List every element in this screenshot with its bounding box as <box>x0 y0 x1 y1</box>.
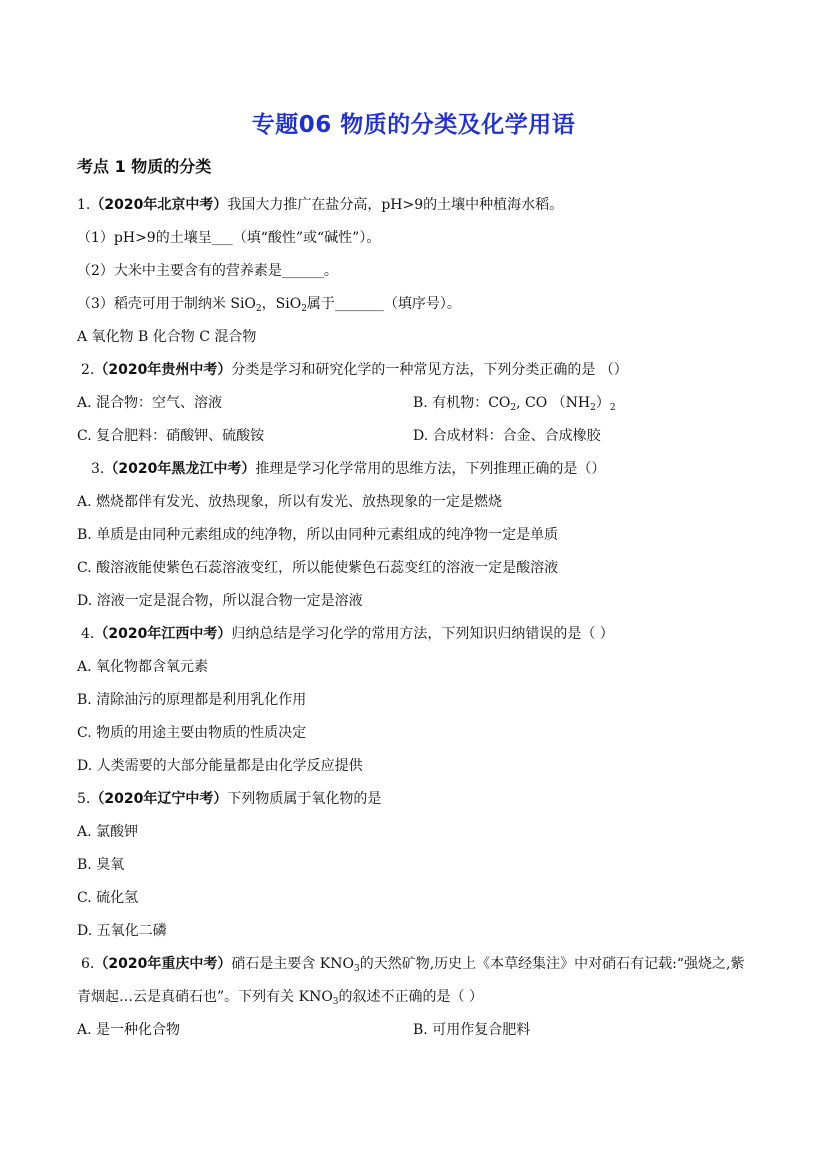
question-3-option-d: D. 溶液一定是混合物，所以混合物一定是溶液 <box>77 593 363 609</box>
question-source: （2020年江西中考） <box>94 626 232 642</box>
question-4-option-d: D. 人类需要的大部分能量都是由化学反应提供 <box>77 758 363 774</box>
question-4-option-c: C. 物质的用途主要由物质的性质决定 <box>77 725 307 741</box>
question-6-option-b: B. 可用作复合肥料 <box>413 1022 531 1038</box>
question-number: 2. <box>81 362 95 378</box>
question-2-option-a: A. 混合物：空气、溶液 <box>77 395 223 411</box>
question-1-sub-2: （2）大米中主要含有的营养素是______。 <box>77 263 338 279</box>
page-title: 专题06 物质的分类及化学用语 <box>251 112 576 138</box>
question-text: 分类是学习和研究化学的一种常见方法，下列分类正确的是 （） <box>231 362 628 378</box>
question-5-option-b: B. 臭氧 <box>77 857 125 873</box>
question-6-stem-continued: 青烟起…云是真硝石也”。下列有关 $KNO_3$的叙述不正确的是（ ） <box>77 989 483 1007</box>
question-6-option-a: A. 是一种化合物 <box>77 1022 181 1038</box>
question-2-stem <box>81 361 628 379</box>
question-3-option-a: A. 燃烧都伴有发光、放热现象，所以有发光、放热现象的一定是燃烧 <box>77 494 503 510</box>
question-1-stem <box>77 196 563 214</box>
question-source: （2020年贵州中考） <box>94 362 232 378</box>
question-2-option-d: D. 合成材料：合金、合成橡胶 <box>413 428 601 444</box>
question-number: 3. <box>91 461 105 477</box>
question-source: （2020年黑龙江中考） <box>104 461 256 477</box>
question-3-option-b: B. 单质是由同种元素组成的纯净物，所以由同种元素组成的纯净物一定是单质 <box>77 527 559 543</box>
question-5-stem <box>77 790 381 808</box>
question-text: 我国大力推广在盐分高，pH>9的土壤中种植海水稻。 <box>227 197 564 213</box>
question-text: 归纳总结是学习化学的常用方法，下列知识归纳错误的是（ ） <box>231 626 614 642</box>
question-2-option-b: B. 有机物：$CO_2$, CO $(NH_2)_2$ <box>413 395 616 413</box>
question-text: 推理是学习化学常用的思维方法，下列推理正确的是（） <box>255 461 606 477</box>
section-heading: 考点 1 物质的分类 <box>77 157 212 176</box>
question-3-option-c: C. 酸溶液能使紫色石蕊溶液变红，所以能使紫色石蕊变红的溶液一定是酸溶液 <box>77 560 559 576</box>
question-number: 1. <box>77 197 91 213</box>
question-5-option-d: D. 五氧化二磷 <box>77 923 167 939</box>
question-5-option-c: C. 硫化氢 <box>77 890 139 906</box>
question-6-stem: 6.（2020年重庆中考）硝石是主要含 $KNO_3$的天然矿物,历史上《本草经集注》中对硝石有记载:“强烧之,紫 <box>81 956 745 974</box>
question-4-stem <box>81 625 614 643</box>
question-1-choices: A 氧化物 B 化合物 C 混合物 <box>77 329 257 345</box>
question-number: 4. <box>81 626 95 642</box>
question-4-option-a: A. 氧化物都含氧元素 <box>77 659 209 675</box>
question-1-sub-1: （1）pH>9的土壤呈___（填“酸性”或“碱性”）。 <box>77 230 381 246</box>
question-3-stem <box>91 460 605 478</box>
question-number: 5. <box>77 791 91 807</box>
question-1-sub-3: （3）稻壳可用于制纳米 SiO$_2$，SiO$_2$属于_______（填序号）。 <box>77 296 461 314</box>
question-source: （2020年辽宁中考） <box>90 791 228 807</box>
question-4-option-b: B. 清除油污的原理都是利用乳化作用 <box>77 692 307 708</box>
question-source: （2020年北京中考） <box>90 197 228 213</box>
question-number: 6. <box>81 956 95 972</box>
question-source: （2020年重庆中考） <box>94 956 232 972</box>
question-text: 下列物质属于氧化物的是 <box>227 791 382 807</box>
question-2-option-c: C. 复合肥料：硝酸钾、硫酸铵 <box>77 428 265 444</box>
question-5-option-a: A. 氯酸钾 <box>77 824 139 840</box>
